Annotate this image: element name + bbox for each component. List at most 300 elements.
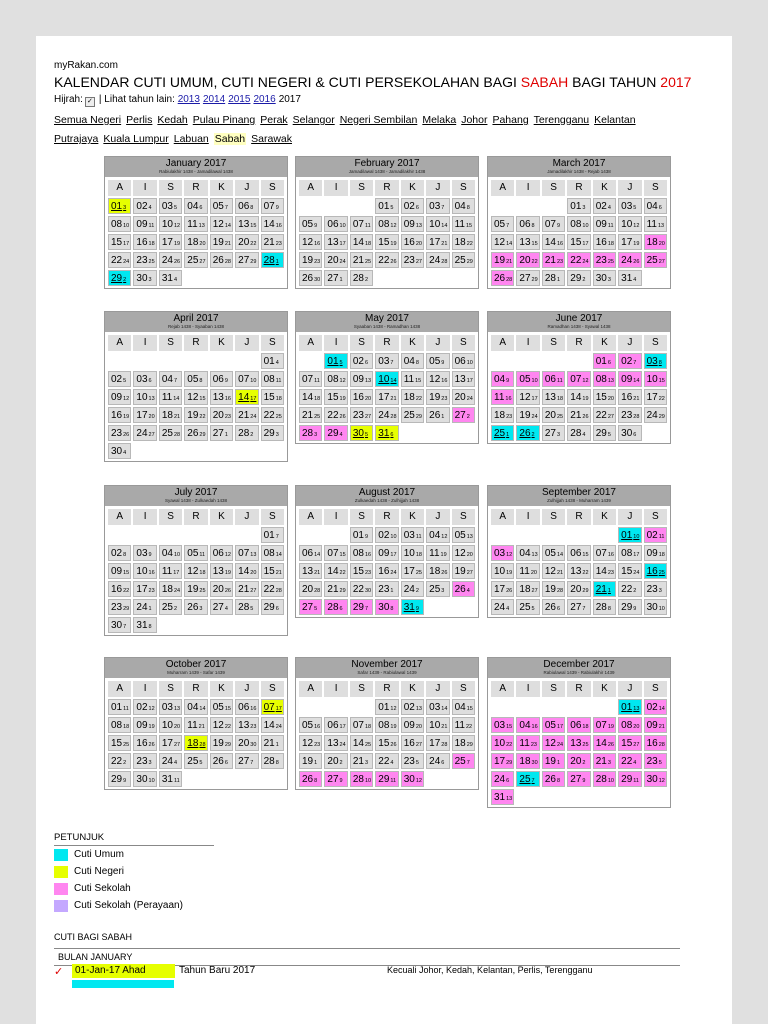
day-number: 12	[544, 566, 556, 577]
empty-cell	[108, 527, 131, 543]
hijri-day: 8	[250, 205, 254, 211]
year-link[interactable]: 2014	[202, 94, 226, 105]
day-number: 31	[494, 792, 506, 803]
day-number: 23	[352, 410, 364, 421]
month-calendar	[104, 311, 288, 462]
day-cell	[618, 252, 641, 268]
day-number: 31	[136, 620, 148, 631]
day-cell	[159, 252, 182, 268]
hijri-day: 25	[148, 259, 155, 265]
day-number: 15	[595, 392, 607, 403]
hijri-day: 9	[415, 606, 419, 612]
day-cell	[618, 563, 641, 579]
day-number: 05	[544, 548, 556, 559]
empty-cell	[516, 527, 539, 543]
day-cell	[261, 389, 284, 405]
year-link[interactable]: 2016	[253, 94, 276, 105]
day-number: 11	[403, 374, 415, 385]
weekday-header: A	[491, 335, 514, 351]
hijri-day: 3	[556, 432, 561, 438]
day-number: 28	[302, 428, 314, 439]
day-cell	[324, 371, 347, 387]
day-cell	[491, 545, 514, 561]
day-cell	[324, 563, 347, 579]
hijri-day: 25	[199, 588, 206, 594]
day-number: 09	[646, 548, 658, 559]
hijri-day: 21	[314, 570, 321, 576]
day-cell	[644, 252, 667, 268]
weekday-header: R	[184, 681, 207, 697]
hijri-day: 7	[364, 606, 369, 612]
day-cell	[618, 699, 641, 715]
hijri-day: 22	[415, 396, 422, 402]
day-number: 30	[136, 273, 148, 284]
state-link[interactable]: Sabah	[214, 133, 246, 145]
day-number: 20	[238, 237, 250, 248]
hijri-day: 18	[556, 396, 564, 402]
day-cell	[567, 216, 590, 232]
weekday-header: S	[644, 180, 667, 196]
day-cell	[108, 425, 131, 441]
day-cell	[375, 216, 398, 232]
hijri-day: 14	[441, 223, 448, 229]
day-cell	[350, 353, 373, 369]
hijri-day: 10	[633, 534, 640, 540]
day-cell	[210, 425, 233, 441]
state-link[interactable]: Kelantan	[594, 114, 636, 126]
hijri-day: 21	[173, 414, 181, 420]
legend	[54, 832, 214, 914]
hijri-day: 12	[390, 223, 397, 229]
day-cell	[542, 753, 565, 769]
empty-cell	[516, 198, 539, 214]
hijri-day: 2	[531, 432, 535, 438]
day-cell	[618, 270, 641, 286]
day-cell	[324, 581, 347, 597]
state-link[interactable]: Pulau Pinang	[192, 114, 256, 126]
day-cell	[350, 234, 373, 250]
hijri-day: 5	[633, 205, 637, 211]
month-calendar	[295, 485, 479, 618]
day-cell	[644, 753, 667, 769]
day-cell	[324, 545, 347, 561]
day-number: 27	[570, 602, 582, 613]
weekday-header: A	[108, 509, 131, 525]
day-cell	[491, 389, 514, 405]
day-cell	[375, 198, 398, 214]
hijrah-checkbox[interactable]: ✓	[85, 97, 95, 107]
hijri-day: 17	[531, 396, 538, 402]
day-cell	[350, 735, 373, 751]
day-cell	[491, 425, 514, 441]
hijri-day: 6	[224, 760, 228, 766]
state-link[interactable]: Johor	[461, 114, 488, 126]
day-cell	[375, 581, 398, 597]
month-header	[488, 658, 670, 678]
day-cell	[159, 735, 182, 751]
state-link[interactable]: Perak	[260, 114, 288, 126]
day-number: 05	[494, 219, 506, 230]
day-number: 30	[378, 602, 390, 613]
day-number: 06	[544, 374, 556, 385]
state-link[interactable]: Pahang	[492, 114, 529, 126]
day-cell	[426, 581, 449, 597]
day-number: 02	[136, 201, 148, 212]
day-cell	[133, 371, 156, 387]
day-number: 09	[111, 566, 123, 577]
day-cell	[426, 699, 449, 715]
day-number: 09	[352, 374, 364, 385]
day-cell	[159, 717, 182, 733]
day-cell	[184, 753, 207, 769]
day-cell	[350, 581, 373, 597]
state-link[interactable]: Semua Negeri	[54, 114, 122, 126]
day-number: 04	[454, 702, 466, 713]
day-number: 13	[238, 720, 250, 731]
day-number: 13	[544, 392, 556, 403]
hijri-day: 25	[658, 570, 665, 576]
day-number: 18	[454, 738, 466, 749]
day-cell	[350, 389, 373, 405]
day-cell	[235, 371, 258, 387]
day-cell	[210, 216, 233, 232]
day-number: 31	[161, 774, 173, 785]
day-cell	[133, 581, 156, 597]
hijri-day: 5	[658, 760, 662, 766]
hijri-day: 28	[633, 414, 640, 420]
hijri-day: 20	[173, 724, 181, 730]
day-cell	[261, 216, 284, 232]
day-cell	[401, 407, 424, 423]
day-cell	[567, 735, 590, 751]
day-number: 10	[494, 738, 506, 749]
empty-cell	[516, 353, 539, 369]
hijri-day: 15	[531, 241, 538, 247]
day-cell	[516, 407, 539, 423]
hijri-day: 11	[123, 706, 129, 712]
hijri-day: 4	[466, 588, 470, 594]
day-cell	[210, 599, 233, 615]
day-number: 08	[111, 720, 123, 731]
next-holiday-date-bar	[72, 980, 174, 988]
day-cell	[261, 717, 284, 733]
day-cell	[324, 425, 347, 441]
day-cell	[644, 527, 667, 543]
hijri-day: 18	[364, 241, 372, 247]
day-cell	[375, 717, 398, 733]
day-number: 27	[327, 774, 339, 785]
day-number: 04	[161, 374, 173, 385]
day-number: 31	[161, 273, 173, 284]
hijri-month-range: Ramadhan 1438 - Syawal 1438	[547, 324, 611, 329]
day-grid	[105, 177, 287, 288]
hijri-day: 10	[173, 552, 181, 558]
hijri-day: 24	[275, 724, 282, 730]
day-grid	[488, 678, 670, 807]
day-number: 26	[519, 428, 531, 439]
state-link[interactable]: Sarawak	[251, 133, 293, 145]
hijri-day: 28	[173, 432, 181, 438]
day-number: 15	[621, 566, 633, 577]
hijri-day: 24	[556, 742, 564, 748]
state-link[interactable]: Perlis	[126, 114, 153, 126]
hijri-day: 4	[582, 432, 586, 438]
day-cell	[426, 527, 449, 543]
day-cell	[491, 581, 514, 597]
weekday-header: J	[426, 335, 449, 351]
day-number: 02	[403, 702, 415, 713]
day-cell	[108, 735, 131, 751]
day-cell	[516, 563, 539, 579]
day-cell	[184, 599, 207, 615]
hijri-day: 13	[607, 378, 614, 384]
day-number: 05	[454, 530, 466, 541]
hijri-day: 1	[556, 760, 561, 766]
hijri-day: 23	[250, 724, 257, 730]
day-number: 18	[519, 756, 531, 767]
hijri-day: 5	[607, 432, 611, 438]
month-header	[488, 157, 670, 177]
day-number: 09	[403, 219, 415, 230]
hijri-day: 21	[556, 570, 564, 576]
day-number: 06	[327, 720, 339, 731]
day-cell	[516, 371, 539, 387]
day-cell	[618, 353, 641, 369]
hijri-day: 10	[364, 778, 372, 784]
day-number: 30	[595, 273, 607, 284]
hijri-day: 20	[466, 552, 473, 558]
day-cell	[618, 771, 641, 787]
year-link[interactable]: 2013	[177, 94, 200, 105]
day-number: 10	[161, 720, 173, 731]
weekday-header: S	[350, 180, 373, 196]
day-cell	[593, 407, 616, 423]
hijri-day: 1	[275, 742, 279, 748]
hijri-day: 21	[224, 241, 231, 247]
day-cell	[210, 234, 233, 250]
hijri-month-range: Rejab 1438 - Syaaban 1438	[167, 324, 225, 329]
month-calendar	[295, 156, 479, 289]
hijri-day: 15	[123, 570, 130, 576]
day-cell	[261, 371, 284, 387]
day-cell	[184, 407, 207, 423]
hijri-month-range: Rabiulawal 1439 - Rabiulakhir 1439	[543, 670, 615, 675]
year-link[interactable]: 2015	[228, 94, 251, 105]
hijri-day: 24	[531, 414, 538, 420]
day-cell	[567, 425, 590, 441]
day-number: 17	[646, 392, 658, 403]
hijri-day: 23	[364, 570, 372, 576]
day-cell	[210, 717, 233, 733]
month-name: August 2017	[358, 487, 416, 498]
day-cell	[618, 198, 641, 214]
day-number: 12	[454, 548, 466, 559]
day-cell	[644, 735, 667, 751]
month-header	[296, 486, 478, 506]
day-cell	[261, 753, 284, 769]
hijri-day: 24	[339, 259, 346, 265]
day-cell	[593, 599, 616, 615]
day-cell	[542, 599, 565, 615]
day-number: 01	[111, 702, 123, 713]
state-link[interactable]: Negeri Sembilan	[339, 114, 418, 126]
day-number: 14	[238, 566, 250, 577]
day-number: 13	[454, 374, 466, 385]
weekday-header: J	[235, 180, 258, 196]
day-cell	[235, 425, 258, 441]
hijri-day: 2	[250, 432, 254, 438]
state-link[interactable]: Putrajaya	[54, 133, 99, 145]
day-cell	[491, 735, 514, 751]
hijri-day: 3	[658, 588, 662, 594]
day-cell	[375, 252, 398, 268]
hijri-day: 1	[556, 277, 561, 283]
state-link[interactable]: Kedah	[157, 114, 188, 126]
day-number: 30	[352, 428, 364, 439]
day-number: 30	[646, 602, 658, 613]
day-number: 29	[263, 602, 275, 613]
hijri-day: 28	[314, 588, 321, 594]
hijri-day: 26	[607, 742, 614, 748]
day-cell	[491, 270, 514, 286]
hijri-day: 14	[314, 552, 321, 558]
state-link[interactable]: Melaka	[422, 114, 457, 126]
state-link[interactable]: Terengganu	[533, 114, 590, 126]
hijri-day: 22	[531, 259, 538, 265]
day-cell	[375, 563, 398, 579]
hijri-day: 1	[607, 588, 611, 594]
day-cell	[184, 735, 207, 751]
hijri-day: 25	[275, 414, 282, 420]
day-number: 17	[429, 738, 441, 749]
hijri-day: 2	[123, 277, 127, 283]
weekday-header: K	[210, 180, 233, 196]
day-number: 13	[327, 738, 339, 749]
day-cell	[452, 527, 475, 543]
weekday-header: K	[401, 681, 424, 697]
hijri-day: 11	[364, 223, 371, 229]
hijri-day: 18	[415, 552, 422, 558]
hijri-day: 19	[440, 552, 447, 558]
hijri-day: 17	[390, 552, 397, 558]
empty-cell	[184, 527, 207, 543]
day-number: 07	[327, 548, 339, 559]
day-cell	[159, 599, 182, 615]
hijri-day: 22	[658, 396, 665, 402]
day-number: 12	[302, 237, 314, 248]
hijri-day: 6	[339, 606, 343, 612]
hijri-day: 21	[198, 724, 205, 730]
hijri-day: 15	[506, 724, 513, 730]
hijri-day: 4	[173, 760, 178, 766]
day-number: 27	[212, 602, 224, 613]
day-number: 07	[238, 548, 250, 559]
day-number: 26	[494, 273, 506, 284]
hijri-day: 25	[314, 414, 321, 420]
day-number: 05	[302, 219, 314, 230]
hijri-day: 6	[633, 432, 637, 438]
day-cell	[593, 545, 616, 561]
day-number: 25	[646, 255, 658, 266]
hijri-day: 29	[123, 606, 130, 612]
day-cell	[350, 771, 373, 787]
day-number: 19	[544, 756, 556, 767]
hijri-day: 21	[506, 259, 513, 265]
day-cell	[108, 234, 131, 250]
day-number: 28	[570, 428, 582, 439]
hijri-day: 17	[339, 724, 346, 730]
day-number: 10	[136, 566, 148, 577]
hijri-day: 15	[415, 378, 422, 384]
hijri-day: 3	[607, 277, 611, 283]
hijri-day: 29	[224, 742, 231, 748]
day-cell	[299, 717, 322, 733]
day-cell	[133, 407, 156, 423]
day-cell	[401, 753, 424, 769]
title-year: 2017	[660, 74, 692, 90]
day-number: 17	[136, 584, 148, 595]
state-link[interactable]: Kuala Lumpur	[103, 133, 169, 145]
hijri-day: 24	[173, 588, 181, 594]
hijri-day: 8	[607, 606, 611, 612]
state-link[interactable]: Selangor	[292, 114, 335, 126]
hijri-day: 5	[415, 760, 419, 766]
day-number: 29	[621, 602, 633, 613]
day-cell	[261, 252, 284, 268]
hijri-day: 19	[506, 570, 513, 576]
day-cell	[235, 198, 258, 214]
hijri-day: 5	[390, 205, 394, 211]
day-cell	[235, 735, 258, 751]
day-number: 12	[212, 219, 224, 230]
hijri-day: 11	[633, 778, 639, 784]
state-link[interactable]: Labuan	[173, 133, 209, 145]
day-number: 05	[187, 374, 199, 385]
day-number: 15	[621, 738, 633, 749]
hijri-day: 21	[275, 570, 282, 576]
day-cell	[644, 353, 667, 369]
day-number: 09	[136, 219, 148, 230]
day-number: 05	[544, 720, 556, 731]
hijri-day: 25	[556, 414, 564, 420]
hijri-day: 22	[123, 588, 130, 594]
day-number: 24	[621, 255, 633, 266]
weekday-header: R	[567, 509, 590, 525]
month-calendar	[295, 311, 479, 444]
day-number: 11	[646, 219, 657, 230]
hijri-day: 17	[339, 241, 346, 247]
day-cell	[426, 198, 449, 214]
hijri-day: 13	[633, 706, 640, 712]
hijri-day: 3	[364, 760, 369, 766]
hijri-day: 27	[466, 570, 473, 576]
hijri-day: 28	[275, 588, 282, 594]
month-header	[105, 312, 287, 332]
weekday-header: I	[133, 180, 156, 196]
day-cell	[542, 234, 565, 250]
day-cell	[299, 581, 322, 597]
weekday-header: A	[299, 180, 322, 196]
month-section-header: BULAN JANUARY	[54, 948, 680, 966]
day-number: 01	[570, 201, 582, 212]
hijri-day: 11	[148, 223, 155, 229]
hijri-day: 18	[275, 396, 282, 402]
hijri-day: 2	[339, 760, 343, 766]
day-number: 25	[519, 602, 531, 613]
hijri-day: 1	[275, 259, 279, 265]
day-cell	[567, 389, 590, 405]
weekday-header: J	[235, 681, 258, 697]
